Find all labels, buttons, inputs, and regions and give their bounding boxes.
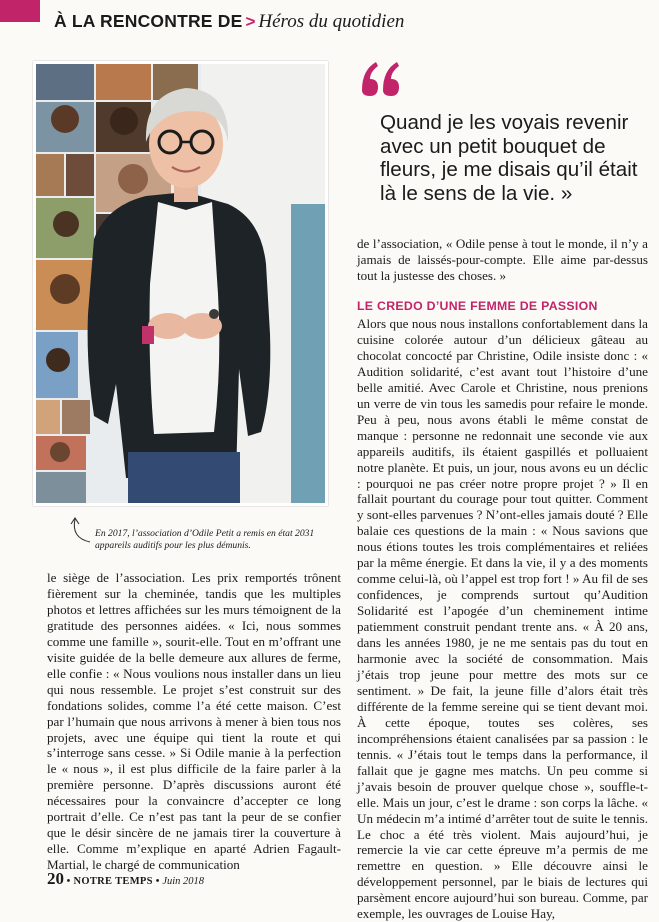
page-number: 20 [47, 869, 64, 888]
article-column-right: Alors que nous nous installons confortablement dans la cuisine colorée autour d’un délicieux gâteau au chocolat concocté par Christine, Odile insiste donc : « Audition solidarité, c’est avant tout l’histoire d’une belle amitié. Avec Carole et Christine, nous prenions un verre de vin tous les samedis pour refaire le monde. Peu à peu, nous avons établi le même constat de manque : personne ne redonnait une seconde vie aux appareils auditifs, ils étaient gaspillés et polluaient notre planète. Et puis, un jour, nous avons eu un déclic : pourquoi ne pas créer notre propre projet ? » Il en fallait pourtant du courage pour tout quitter. Comment y sont-elles parvenues ? N’ont-elles jamais douté ? Elle balaie ces questions de la main : « Nous savions que nous étions toutes les trois complémentaires et reliées par la même énergie. Et dans la vie, il y a des moments comme celui-là, où l’appel est trop fort ! » Au fil de ses confidences, je comprends surtout qu’Audition Solidarité est l’apogée d’un cheminement intime patiemment construit pendant trente ans. « À 20 ans, dans les années 1980, je ne me sentais pas du tout en harmonie avec la société de consommation. Mais j’étais trop jeune pour mettre des mots sur ce sentiment. » De fait, la jeune fille d’alors était très différente de la femme sereine qui se tient devant moi. À cette époque, toutes ses colères, ses incompréhensions étaient canalisées par sa passion : le tennis. « J’étais tout le temps dans la performance, il fallait que je gagne mes matchs. Un peu comme si j’avais besoin de prouver quelque chose », souffle-t-elle. Mais un jour, c’est le drame : son corps la lâche. « Un médecin m’a intimé d’arrêter tout de suite le tennis. Le choc a été très violent. Mais aujourd’hui, je remercie la vie car cette épreuve m’a permis de me remettre en question. » Elle découvre ainsi le développement personnel, par le biais de lectures qui parsèment encore aujourd’hui son bureau. Comme, par exemple, les ouvrages de Louise Hay, [357, 316, 648, 922]
chevron-right-icon: > [245, 12, 256, 31]
section-color-tab [0, 0, 40, 22]
issue-date: Juin 2018 [162, 876, 205, 887]
section-heading: LE CREDO D’UNE FEMME DE PASSION [357, 299, 598, 313]
photo-caption: En 2017, l’association d’Odile Petit a remis en état 2031 appareils auditifs pour les plus démunis. [95, 527, 315, 552]
pull-quote: Quand je les voyais revenir avec un petit bouquet de fleurs, je me disais qu’il était là le sens de la vie. » [380, 111, 638, 205]
magazine-name: • NOTRE TEMPS • [66, 876, 160, 887]
page-header [54, 11, 404, 33]
article-column-left: le siège de l’association. Les prix remportés trônent fièrement sur la cheminée, tandis que les multiples photos et lettres affichées sur les murs témoignent de la gratitude des personnes aidées. « Ici, nous sommes comme une famille », sourit-elle. Tout en m’offrant une visite guidée de la belle demeure aux allures de ferme, elle confie : « Nous voulions nous installer dans un lieu qui nous ressemble. Le projet s’est construit sur des fondations solides, comme l’a été cette maison. C’est par l’humain que nous arrivons à mener à bien tous nos projets, avec une équipe qui tient la route et qui s’interroge sans cesse. » Si Odile manie à la perfection le « nous », il est plus difficile de la faire parler à la première personne. D’après discussions auront été nécessaires pour la convaincre d’accepter ce long portrait d’elle. Ce n’est pas tant la peur de se confier que le désir sincère de ne jamais tirer la couverture à elle. Comme m’explique en aparté Adrien Fagault-Martial, le chargé de communication [47, 570, 341, 873]
portrait-photo [33, 61, 328, 506]
page-footer [47, 869, 204, 889]
curved-arrow-icon [68, 516, 94, 546]
article-column-right-intro: de l’association, « Odile pense à tout le monde, il n’y a jamais de laissés-pour-compte. Elle aime par-dessus tout la justesse des choses. » [357, 236, 648, 283]
portrait-illustration [36, 64, 325, 503]
quote-mark-icon [358, 58, 404, 100]
rubric-title: À LA RENCONTRE DE [54, 11, 243, 31]
rubric-subtitle: Héros du quotidien [258, 11, 405, 32]
